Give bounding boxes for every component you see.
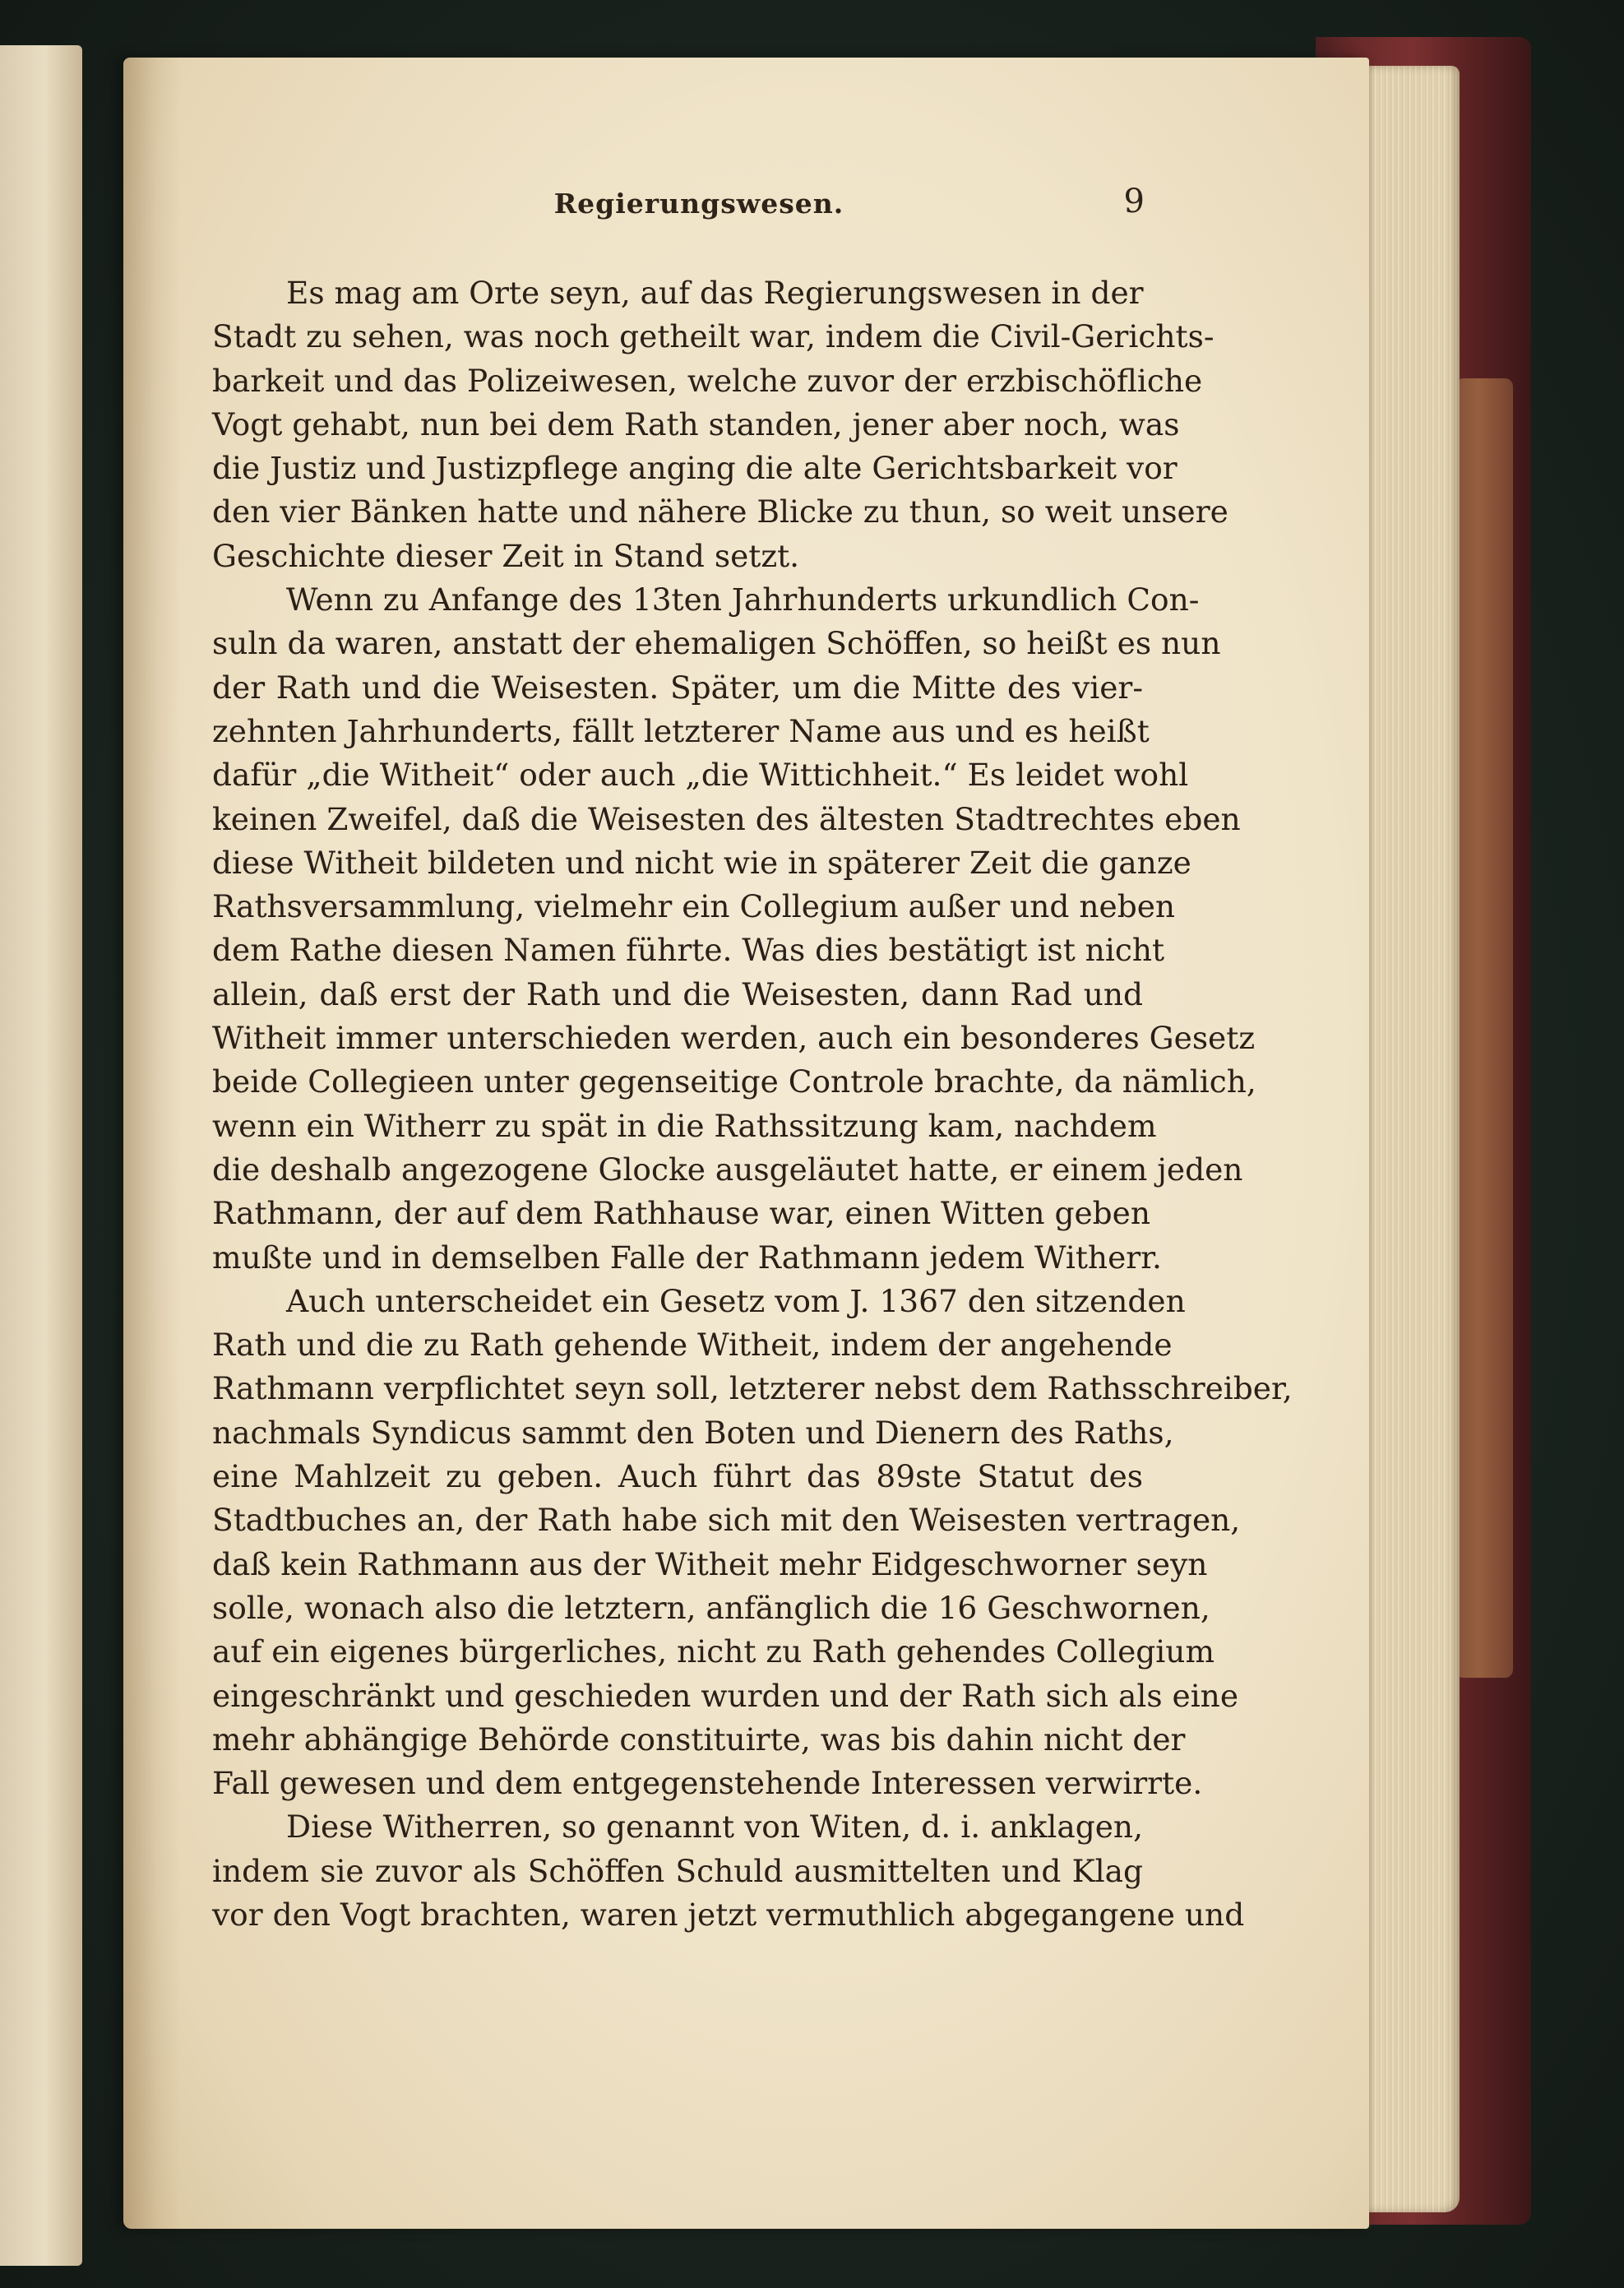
paragraph [212,578,1256,1280]
page-number: 9 [1123,183,1145,220]
text-line: diese Witheit bildeten und nicht wie in späterer Zeit die ganze [212,844,1191,881]
text-line: Es mag am Orte seyn, auf das Regierungswesen in der [286,275,1144,311]
running-head: Regierungswesen. [553,188,844,220]
text-line: indem sie zuvor als Schöffen Schuld ausmittelten und Klag [212,1852,1143,1889]
text-line: keinen Zweifel, daß die Weisesten des ältesten Stadtrechtes eben [212,800,1241,837]
text-line: solle, wonach also die letztern, anfänglich die 16 Geschwornen, [212,1589,1210,1626]
body-text [212,271,1293,1937]
text-line: vor den Vogt brachten, waren jetzt vermuthlich abgegangene und [212,1896,1245,1933]
text-line: suln da waren, anstatt der ehemaligen Schöffen, so heißt es nun [212,625,1221,662]
text-line: nachmals Syndicus sammt den Boten und Dienern des Raths, [212,1414,1174,1451]
text-line: Geschichte dieser Zeit in Stand setzt. [212,537,800,574]
text-line: mehr abhängige Behörde constituirte, was bis dahin nicht der [212,1721,1186,1758]
text-line: mußte und in demselben Falle der Rathmann jedem Witherr. [212,1239,1162,1276]
left-page-edge [0,45,82,2266]
text-line: der Rath und die Weisesten. Später, um die Mitte des vier- [212,669,1143,706]
text-line: Stadt zu sehen, was noch getheilt war, indem die Civil-Gerichts- [212,318,1215,355]
text-line: Stadtbuches an, der Rath habe sich mit den Weisesten vertragen, [212,1502,1241,1539]
text-line: wenn ein Witherr zu spät in die Rathssitzung kam, nachdem [212,1107,1157,1144]
paragraph [212,1280,1293,1806]
text-line: zehnten Jahrhunderts, fällt letzterer Name aus und es heißt [212,712,1150,749]
text-line: beide Collegieen unter gegenseitige Controle brachte, da nämlich, [212,1063,1256,1100]
text-line: die Justiz und Justizpflege anging die alte Gerichtsbarkeit vor [212,450,1178,487]
text-line: Fall gewesen und dem entgegenstehende Interessen verwirrte. [212,1765,1203,1802]
text-line: auf ein eigenes bürgerliches, nicht zu Rath gehendes Collegium [212,1633,1215,1670]
gutter-shadow [123,58,181,2229]
text-line: Witheit immer unterschieden werden, auch ein besonderes Gesetz [212,1020,1256,1057]
text-line: dem Rathe diesen Namen führte. Was dies bestätigt ist nicht [212,932,1165,969]
text-line: eingeschränkt und geschieden wurden und der Rath sich als eine [212,1677,1239,1714]
text-line: dafür „die Witheit“ oder auch „die Wittichheit.“ Es leidet wohl [212,757,1189,794]
text-line: Diese Witherren, so genannt von Witen, d. i. anklagen, [286,1809,1143,1846]
text-line: Auch unterscheidet ein Gesetz vom J. 1367 den sitzenden [286,1282,1186,1319]
text-line: Rathmann, der auf dem Rathhause war, einen Witten geben [212,1195,1150,1232]
text-line: die deshalb angezogene Glocke ausgeläutet hatte, er einem jeden [212,1151,1243,1188]
text-line: eine Mahlzeit zu geben. Auch führt das 89ste Statut des [212,1458,1143,1495]
text-line: Wenn zu Anfange des 13ten Jahrhunderts urkundlich Con- [286,581,1200,618]
text-line: Rathmann verpflichtet seyn soll, letzterer nebst dem Rathsschreiber, [212,1370,1293,1407]
worn-cover-patch [1455,378,1513,1678]
text-line: Rathsversammlung, vielmehr ein Collegium außer und neben [212,888,1176,925]
text-line: den vier Bänken hatte und nähere Blicke zu thun, so weit unsere [212,493,1228,530]
text-line: Vogt gehabt, nun bei dem Rath standen, jener aber noch, was [212,405,1180,442]
paragraph [212,271,1228,578]
text-line: Rath und die zu Rath gehende Witheit, indem der angehende [212,1327,1173,1364]
text-line: daß kein Rathmann aus der Witheit mehr Eidgeschworner seyn [212,1545,1208,1582]
text-line: barkeit und das Polizeiwesen, welche zuvor der erzbischöfliche [212,362,1203,399]
paragraph [212,1805,1245,1937]
text-line: allein, daß erst der Rath und die Weisesten, dann Rad und [212,975,1143,1012]
